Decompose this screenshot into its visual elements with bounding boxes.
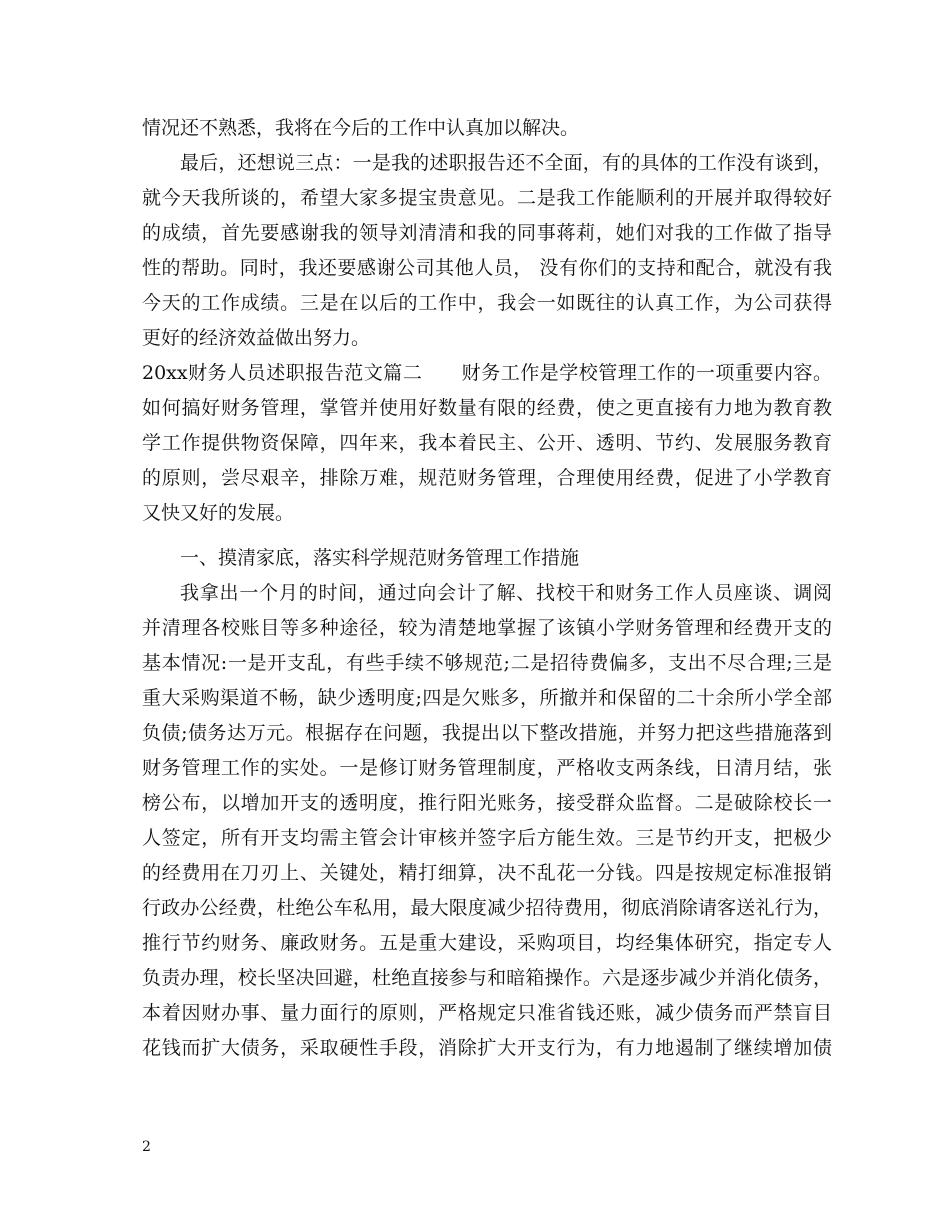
page-number: 2 <box>142 1139 151 1155</box>
text-line: 的原则，尝尽艰辛，排除万难，规范财务管理，合理使用经费，促进了小学教育 <box>142 467 832 489</box>
text-line: 更好的经济效益做出努力。 <box>142 327 371 349</box>
text-line: 学工作提供物资保障，四年来，我本着民主、公开、透明、节约、发展服务教育 <box>142 432 832 454</box>
text-line: 的经费用在刀刃上、关键处，精打细算，决不乱花一分钱。四是按规定标准报销 <box>142 862 832 884</box>
text-line: 基本情况:一是开支乱，有些手续不够规范;二是招待费偏多，支出不尽合理;三是 <box>142 652 832 674</box>
text-line: 推行节约财务、廉政财务。五是重大建设，采购项目，均经集体研究，指定专人 <box>142 932 832 954</box>
text-line: 负责办理，校长坚决回避，杜绝直接参与和暗箱操作。六是逐步减少并消化债务， <box>142 967 832 989</box>
text-line: 就今天我所谈的，希望大家多提宝贵意见。二是我工作能顺利的开展并取得较好 <box>142 187 832 209</box>
section-heading-line: 20xx财务人员述职报告范文篇二 财务工作是学校管理工作的一项重要内容。 <box>142 362 832 384</box>
text-line: 并清理各校账目等多种途径，较为清楚地掌握了该镇小学财务管理和经费开支的 <box>142 617 832 639</box>
text-line: 榜公布，以增加开支的透明度，推行阳光账务，接受群众监督。二是破除校长一 <box>142 792 832 814</box>
text-line: 情况还不熟悉，我将在今后的工作中认真加以解决。 <box>142 117 580 139</box>
text-line: 如何搞好财务管理，掌管并使用好数量有限的经费，使之更直接有力地为教育教 <box>142 397 832 419</box>
text-line: 今天的工作成绩。三是在以后的工作中，我会一如既往的认真工作，为公司获得 <box>142 292 832 314</box>
text-line: 性的帮助。同时，我还要感谢公司其他人员， 没有你们的支持和配合，就没有我 <box>142 257 832 279</box>
text-line: 负债;债务达万元。根据存在问题，我提出以下整改措施，并努力把这些措施落到 <box>142 722 832 744</box>
text-line: 最后，还想说三点：一是我的述职报告还不全面，有的具体的工作没有谈到， <box>180 152 832 174</box>
text-line: 财务管理工作的实处。一是修订财务管理制度，严格收支两条线，日清月结，张 <box>142 757 832 779</box>
text-line: 我拿出一个月的时间，通过向会计了解、找校干和财务工作人员座谈、调阅 <box>180 582 832 604</box>
text-line: 的成绩，首先要感谢我的领导刘清清和我的同事蒋莉，她们对我的工作做了指导 <box>142 222 832 244</box>
text-line: 人签定，所有开支均需主管会计审核并签字后方能生效。三是节约开支，把极少 <box>142 827 832 849</box>
text-line: 行政办公经费，杜绝公车私用，最大限度减少招待费用，彻底消除请客送礼行为， <box>142 897 832 919</box>
subheading-line: 一、摸清家底，落实科学规范财务管理工作措施 <box>180 547 580 569</box>
text-line: 又快又好的发展。 <box>142 502 295 524</box>
text-line: 本着因财办事、量力面行的原则，严格规定只准省钱还账，减少债务而严禁盲目 <box>142 1002 832 1024</box>
text-line: 重大采购渠道不畅，缺少透明度;四是欠账多，所撤并和保留的二十余所小学全部 <box>142 687 832 709</box>
text-line: 花钱而扩大债务，采取硬性手段，消除扩大开支行为，有力地遏制了继续增加债 <box>142 1037 832 1059</box>
